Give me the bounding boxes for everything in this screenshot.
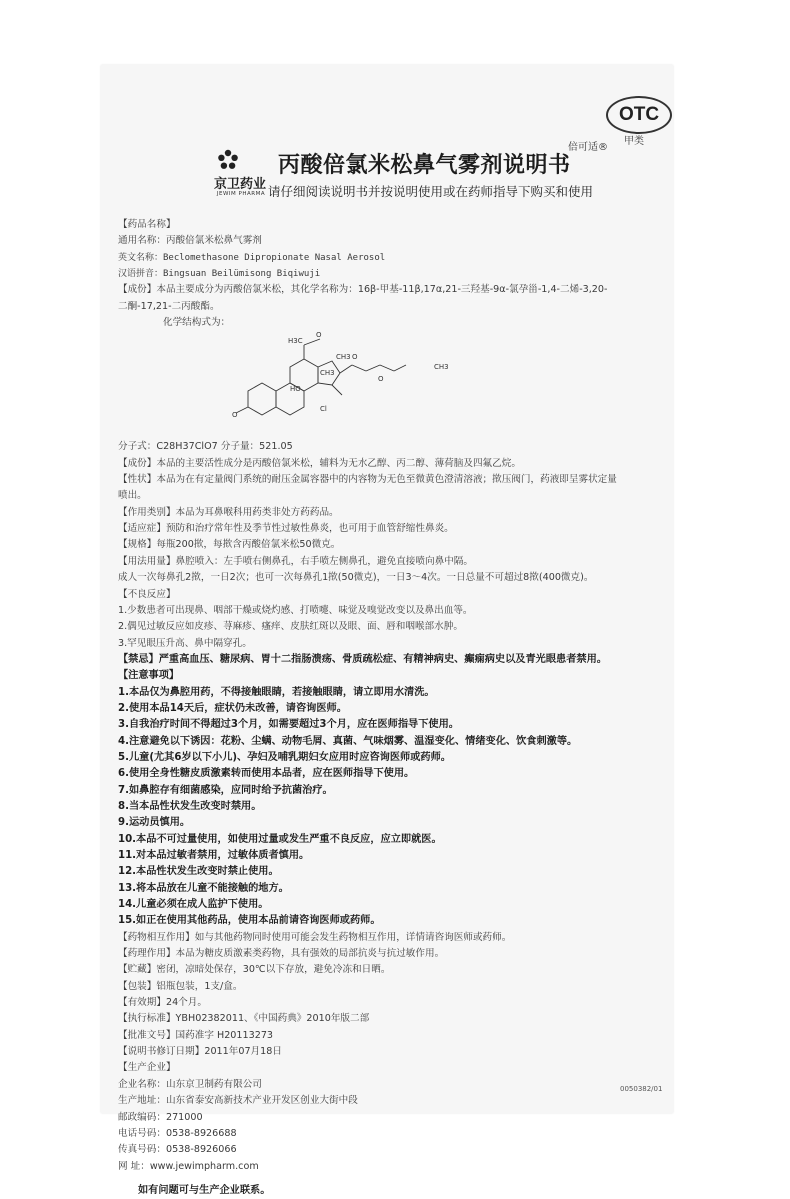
atom-label: H3C bbox=[288, 337, 303, 346]
text-line: 【禁忌】严重高血压、糖尿病、胃十二指肠溃疡、骨质疏松症、有精神病史、癫痫病史以及青光眼患者禁用。 bbox=[118, 653, 607, 665]
chemical-structure bbox=[118, 331, 666, 439]
text-line: 【药品名称】 bbox=[118, 219, 176, 230]
text-line: 【规格】每瓶200揿，每揿含丙酸倍氯米松50微克。 bbox=[118, 539, 341, 551]
section-bottom bbox=[118, 930, 666, 1175]
atom-label: Cl bbox=[320, 405, 327, 414]
atom-label: HO bbox=[290, 385, 301, 394]
text-line: 4.注意避免以下诱因：花粉、尘螨、动物毛屑、真菌、气味烟雾、温湿变化、情绪变化、饮食刺激等。 bbox=[118, 735, 578, 747]
text-line: 【药物相互作用】如与其他药物同时使用可能会发生药物相互作用，详情请咨询医师或药师。 bbox=[118, 931, 512, 943]
section-top bbox=[118, 217, 666, 331]
brand-name: 倍可适® bbox=[568, 142, 608, 153]
text-line: 【执行标准】YBH02382011、《中国药典》2010年版二部 bbox=[118, 1013, 370, 1025]
text-line: 【批准文号】国药准字 H20113273 bbox=[118, 1029, 274, 1041]
leaflet-subtitle: 请仔细阅读说明书并按说明使用或在药师指导下购买和使用 bbox=[268, 184, 594, 199]
text-line: 【注意事项】 bbox=[118, 670, 180, 682]
text-line: 【成份】本品主要成分为丙酸倍氯米松，其化学名称为：16β-甲基-11β,17α,21-三羟基-9α-氯孕甾-1,4-二烯-3,20- bbox=[118, 284, 608, 296]
text-line: 9.运动员慎用。 bbox=[118, 817, 191, 829]
leaflet-body bbox=[118, 217, 666, 1199]
logo-text-en: JEWIM PHARMA bbox=[216, 191, 266, 197]
atom-label: CH3 bbox=[320, 369, 335, 378]
text-line: 【用法用量】鼻腔喷入：左手喷右侧鼻孔，右手喷左侧鼻孔，避免直接喷向鼻中隔。 bbox=[118, 555, 473, 567]
text-line: 【说明书修订日期】2011年07月18日 bbox=[118, 1046, 282, 1058]
document-code: 0050382/01 bbox=[620, 1085, 663, 1093]
text-line: 13.将本品放在儿童不能接触的地方。 bbox=[118, 882, 289, 894]
text-line: 12.本品性状发生改变时禁止使用。 bbox=[118, 866, 279, 878]
section-mid bbox=[118, 439, 666, 651]
atom-label: O bbox=[378, 375, 384, 384]
text-line: 英文名称：Beclomethasone Dipropionate Nasal Aerosol bbox=[118, 252, 386, 263]
text-line: 14.儿童必须在成人监护下使用。 bbox=[118, 899, 269, 911]
text-line: 汉语拼音：Bingsuan Beilümisong Biqiwuji bbox=[118, 269, 321, 280]
text-line: 1.本品仅为鼻腔用药，不得接触眼睛，若接触眼睛，请立即用水清洗。 bbox=[118, 686, 435, 698]
text-line: 二酮-17,21-二丙酸酯。 bbox=[118, 300, 220, 312]
section-bold bbox=[118, 652, 666, 930]
atom-label: O bbox=[352, 353, 358, 362]
atom-label: CH3 bbox=[434, 363, 449, 372]
text-line: 【作用类别】本品为耳鼻喉科用药类非处方药药品。 bbox=[118, 506, 339, 518]
atom-label: O bbox=[232, 411, 238, 420]
text-line: 【有效期】24个月。 bbox=[118, 997, 207, 1009]
text-line: 网 址：www.jewimpharm.com bbox=[118, 1160, 259, 1172]
text-line: 5.儿童(尤其6岁以下小儿)、孕妇及哺乳期妇女应用时应咨询医师或药师。 bbox=[118, 751, 451, 763]
text-line: 成人一次每鼻孔2揿，一日2次；也可一次每鼻孔1揿(50微克)，一日3～4次。一日总量不可超过8揿(400微克)。 bbox=[118, 572, 594, 584]
text-line: 10.本品不可过量使用，如使用过量或发生严重不良反应，应立即就医。 bbox=[118, 833, 442, 845]
text-line: 7.如鼻腔存有细菌感染，应同时给予抗菌治疗。 bbox=[118, 784, 333, 796]
atom-label: CH3 bbox=[336, 353, 351, 362]
text-line: 15.如正在使用其他药品，使用本品前请咨询医师或药师。 bbox=[118, 915, 381, 927]
text-line: 化学结构式为： bbox=[163, 317, 231, 329]
logo-text: 京卫药业 bbox=[213, 177, 266, 192]
text-line: 8.当本品性状发生改变时禁用。 bbox=[118, 800, 262, 812]
leaflet-title: 丙酸倍氯米松鼻气雾剂说明书 bbox=[278, 153, 571, 178]
text-line: 【性状】本品为在有定量阀门系统的耐压金属容器中的内容物为无色至微黄色澄清溶液；揿压阀门，药液即呈雾状定量 bbox=[118, 474, 617, 486]
text-line: 通用名称：丙酸倍氯米松鼻气雾剂 bbox=[118, 235, 262, 247]
text-line: 【包装】铝瓶包装，1支/盒。 bbox=[118, 980, 243, 992]
text-line: 6.使用全身性糖皮质激素转而使用本品者，应在医师指导下使用。 bbox=[118, 768, 415, 780]
structure-diagram-icon bbox=[228, 331, 488, 439]
text-line: 【不良反应】 bbox=[118, 588, 176, 600]
text-line: 1.少数患者可出现鼻、咽部干燥或烧灼感、打喷嚏、味觉及嗅觉改变以及鼻出血等。 bbox=[118, 604, 473, 616]
text-line: 喷出。 bbox=[118, 490, 147, 502]
text-line: 3.罕见眼压升高、鼻中隔穿孔。 bbox=[118, 637, 252, 649]
otc-badge bbox=[606, 96, 672, 134]
text-line: 传真号码：0538-8926066 bbox=[118, 1144, 237, 1156]
text-line: 2.偶见过敏反应如皮疹、荨麻疹、瘙痒、皮肤红斑以及眼、面、唇和咽喉部水肿。 bbox=[118, 621, 463, 633]
text-line: 企业名称：山东京卫制药有限公司 bbox=[118, 1078, 262, 1090]
otc-label: OTC bbox=[618, 104, 660, 125]
text-line: 3.自我治疗时间不得超过3个月，如需要超过3个月，应在医师指导下使用。 bbox=[118, 719, 459, 731]
text-line: 【成份】本品的主要活性成分是丙酸倍氯米松，辅料为无水乙醇、丙二醇、薄荷脑及四氟乙烷。 bbox=[118, 457, 521, 469]
text-line: 【贮藏】密闭，凉暗处保存，30℃以下存放，避免冷冻和日晒。 bbox=[118, 964, 391, 976]
text-line: 【适应症】预防和治疗常年性及季节性过敏性鼻炎，也可用于血管舒缩性鼻炎。 bbox=[118, 523, 454, 535]
text-line: 【生产企业】 bbox=[118, 1062, 176, 1074]
otc-category: 甲类 bbox=[624, 136, 644, 147]
text-line: 11.对本品过敏者禁用，过敏体质者慎用。 bbox=[118, 850, 310, 861]
text-line: 2.使用本品14天后，症状仍未改善，请咨询医师。 bbox=[118, 702, 347, 714]
footer-note: 如有问题可与生产企业联系。 bbox=[138, 1184, 271, 1196]
atom-label: O bbox=[316, 331, 322, 340]
text-line: 邮政编码：271000 bbox=[118, 1111, 203, 1123]
text-line: 【药理作用】本品为糖皮质激素类药物，具有强效的局部抗炎与抗过敏作用。 bbox=[118, 948, 445, 960]
text-line: 电话号码：0538-8926688 bbox=[118, 1127, 237, 1139]
text-line: 生产地址：山东省泰安高新技术产业开发区创业大街中段 bbox=[118, 1095, 358, 1107]
text-line: 分子式：C28H37ClO7 分子量：521.05 bbox=[118, 441, 293, 453]
